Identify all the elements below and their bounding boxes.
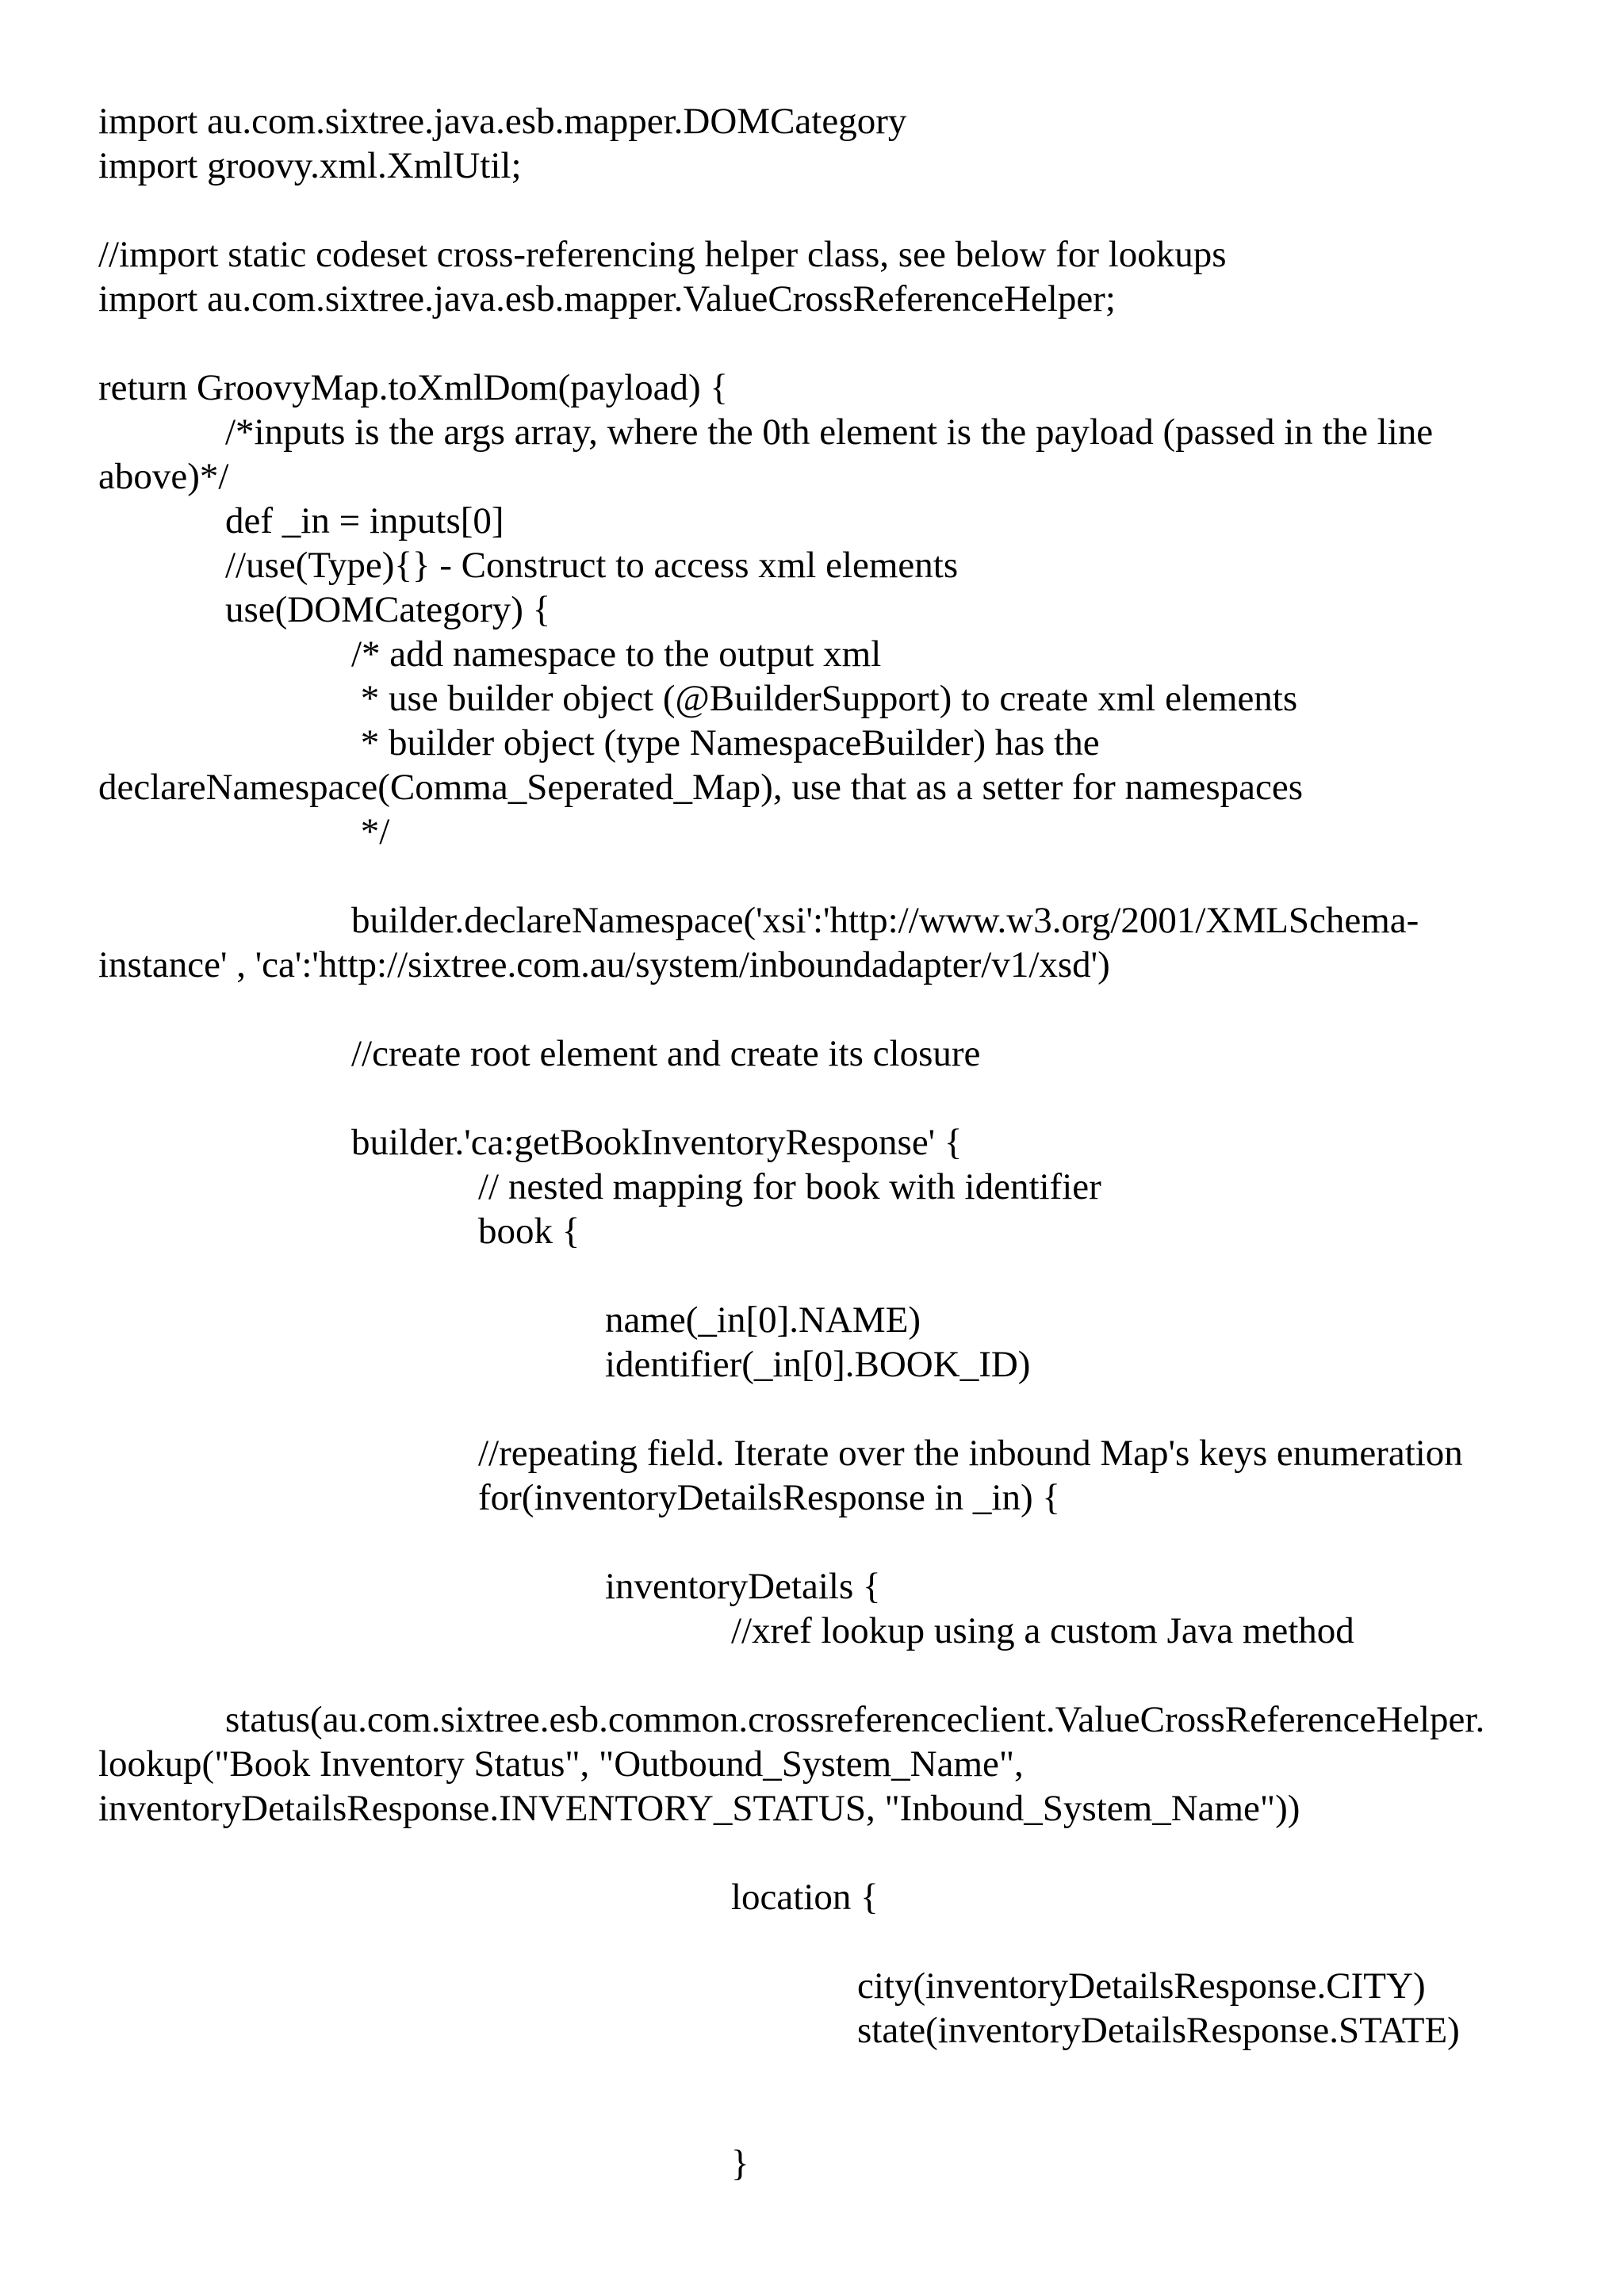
code-line: } [731,2143,749,2184]
code-line: declareNamespace(Comma_Seperated_Map), use that as a setter for namespaces [98,767,1303,808]
code-line: return GroovyMap.toXmlDom(payload) { [98,367,728,408]
code-line: */ [351,811,390,852]
code-line: //xref lookup using a custom Java method [731,1610,1354,1651]
code-line: status(au.com.sixtree.esb.common.crossreferenceclient.ValueCrossReferenceHelper. [225,1699,1485,1740]
code-line: * use builder object (@BuilderSupport) to create xml elements [351,678,1298,719]
code-line: identifier(_in[0].BOOK_ID) [605,1344,1031,1385]
code-line: use(DOMCategory) { [225,589,551,630]
code-line: lookup("Book Inventory Status", "Outbound_System_Name", [98,1743,1024,1785]
code-line: /* add namespace to the output xml [351,633,882,675]
code-line: instance' , 'ca':'http://sixtree.com.au/system/inboundadapter/v1/xsd') [98,944,1110,985]
code-line: // nested mapping for book with identifier [478,1166,1101,1207]
code-line: inventoryDetails { [605,1566,881,1607]
code-line: state(inventoryDetailsResponse.STATE) [857,2010,1460,2051]
code-line: //import static codeset cross-referencing helper class, see below for lookups [98,234,1227,275]
code-line: import au.com.sixtree.java.esb.mapper.ValueCrossReferenceHelper; [98,278,1116,320]
code-line: above)*/ [98,456,229,497]
code-line: for(inventoryDetailsResponse in _in) { [478,1477,1060,1518]
code-line: city(inventoryDetailsResponse.CITY) [857,1965,1426,2007]
code-line: * builder object (type NamespaceBuilder) has the [351,722,1100,763]
code-line: //repeating field. Iterate over the inbound Map's keys enumeration [478,1433,1463,1474]
code-line: builder.'ca:getBookInventoryResponse' { [351,1122,963,1163]
code-line: import groovy.xml.XmlUtil; [98,145,522,186]
code-line: builder.declareNamespace('xsi':'http://www.w3.org/2001/XMLSchema- [351,900,1419,941]
code-line: import au.com.sixtree.java.esb.mapper.DOMCategory [98,101,907,142]
code-line: book { [478,1211,580,1252]
code-line: def _in = inputs[0] [225,500,504,541]
code-line: name(_in[0].NAME) [605,1299,921,1341]
code-line: location { [731,1877,879,1918]
code-line: //use(Type){} - Construct to access xml elements [225,545,959,586]
code-line: inventoryDetailsResponse.INVENTORY_STATUS, "Inbound_System_Name")) [98,1788,1300,1829]
code-line: /*inputs is the args array, where the 0th element is the payload (passed in the line [225,411,1434,453]
code-line: //create root element and create its closure [351,1033,981,1074]
